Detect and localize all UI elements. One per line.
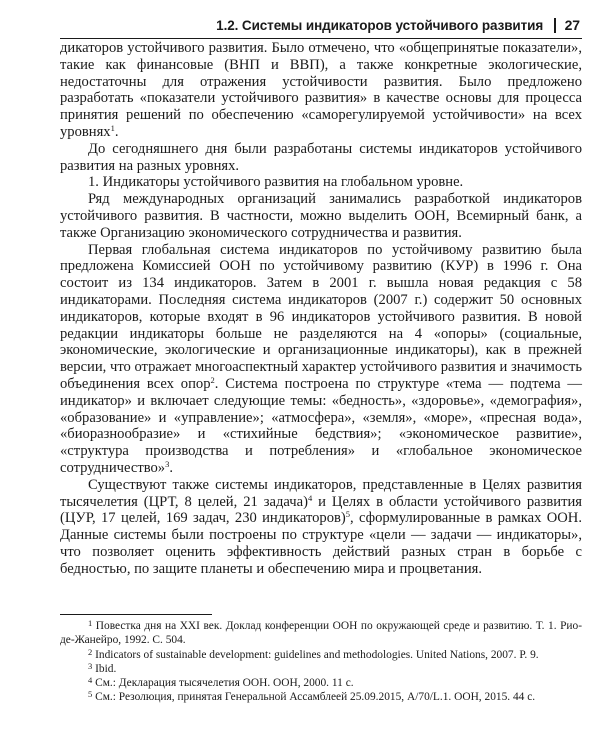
running-head (60, 14, 580, 36)
paragraph-4: Ряд международных организаций занимались разработкой индикаторов устойчивого развития. В частности, можно выделить ООН, Всемирный банк, а также Организацию экономического сотрудничества и развития. (60, 191, 582, 241)
paragraph-3: 1. Индикаторы устойчивого развития на глобальном уровне. (88, 174, 464, 191)
paragraph-2: До сегодняшнего дня были разработаны системы индикаторов устойчивого развития на разных уровнях. (60, 140, 582, 174)
paragraph-6 (60, 477, 582, 578)
footnote-number: 1 (88, 618, 93, 628)
footnote-ref-4: 4 (307, 492, 313, 503)
section-title: 1.2. Системы индикаторов устойчивого развития (216, 17, 544, 33)
footnote (60, 662, 582, 676)
footnote-ref-5: 5 (345, 509, 351, 520)
footnote-text: Ibid. (95, 662, 117, 675)
footnote (60, 676, 582, 690)
footnote-number: 5 (88, 689, 93, 700)
paragraph-6-text-a: Существуют также системы индикаторов, представленные в Целях развития тысячелетия (ЦРТ, 8 целей, 21 задача) (60, 476, 582, 510)
footnote-ref-2: 2 (210, 374, 215, 385)
body-text (60, 40, 582, 578)
footnote-text: Indicators of sustainable development: guidelines and methodologies. United Nations, 2007. P. 9. (95, 648, 539, 661)
paragraph-1 (60, 40, 582, 141)
header-separator (554, 18, 556, 33)
paragraph-5 (60, 242, 582, 477)
paragraph-1-text: дикаторов устойчивого развития. Было отмечено, что «общепринятые показатели», такие как финансовые (ВНП и ВВП), а также конкретные экологические, недостаточны для отражения устойчивости развития. Было предложено разработать «показатели устойчивого развития» в качестве основы для процесса принятия решений по обеспечению «саморегулируемой устойчивости» на всех уровнях (60, 40, 582, 140)
paragraph-5-text-b: . Система построена по структуре «тема — подтема — индикатор» и включает следующие темы: «бедность», «здоровье», «демография», «образование» и «управление»; «атмосфера», «земля», «море», «пресная вода», «биоразнообразие» и «стихийные бедствия»; «экономическое развитие», «структура производства и потребления» и «глобальное экономическое сотрудничество» (60, 375, 582, 476)
paragraph-5-text: Первая глобальная система индикаторов по устойчивому развитию была предложена Комиссией ООН по устойчивому развитию (КУР) в 1996 г. Она состоит из 134 индикаторов. Затем в 2001 г. вышла новая редакция с 58 индикаторами. Последняя система индикаторов (2007 г.) содержит 50 основных индикаторов, которые входят в 96 индикаторов устойчивого развития. В новой редакции индикаторы больше не разделяются на 4 «опоры» (социальные, экономические, экологические и организационные индикаторы), как в прежней версии, что отражает многоаспектный характер устойчивого развития и значимость объединения всех опор (60, 241, 582, 392)
footnote-number: 4 (88, 675, 93, 686)
page-number: 27 (564, 17, 580, 33)
footnote (60, 619, 582, 648)
paragraph-5-end: . (169, 459, 173, 476)
footnote (60, 648, 582, 662)
footnote-ref-1: 1 (110, 122, 115, 133)
footnote-number: 2 (88, 646, 93, 657)
footnote-text: См.: Резолюция, принятая Генеральной Ассамблеей 25.09.2015, A/70/L.1. ООН, 2015. 44 с. (95, 691, 536, 704)
footnote-text: См.: Декларация тысячелетия ООН. ООН, 2000. 11 с. (95, 677, 354, 690)
footnote-ref-3: 3 (165, 458, 170, 469)
footnote (60, 690, 582, 704)
footnote-rule (60, 614, 212, 615)
header-rule (60, 38, 582, 39)
footnotes (60, 619, 582, 705)
paragraph-1-end: . (114, 123, 119, 140)
footnote-number: 3 (88, 660, 93, 671)
paragraph-6-text-b: и Целях в области устойчивого развития (ЦУР, 17 целей, 169 задач, 230 индикаторов) (60, 493, 582, 527)
footnote-text: Повестка дня на XXI век. Доклад конференции ООН по окружающей среде и развитию. Т. 1. Рио-де-Жанейро, 1992. С. 504. (60, 620, 582, 647)
paragraph-6-text-c: , сформулированные в рамках ООН. Данные системы были построены по структуре «цели — задачи — индикаторы», что позволяет оценить эффективность действий разных стран в борьбе с бедностью, по защите планеты и обеспечению мира и процветания. (60, 510, 582, 577)
